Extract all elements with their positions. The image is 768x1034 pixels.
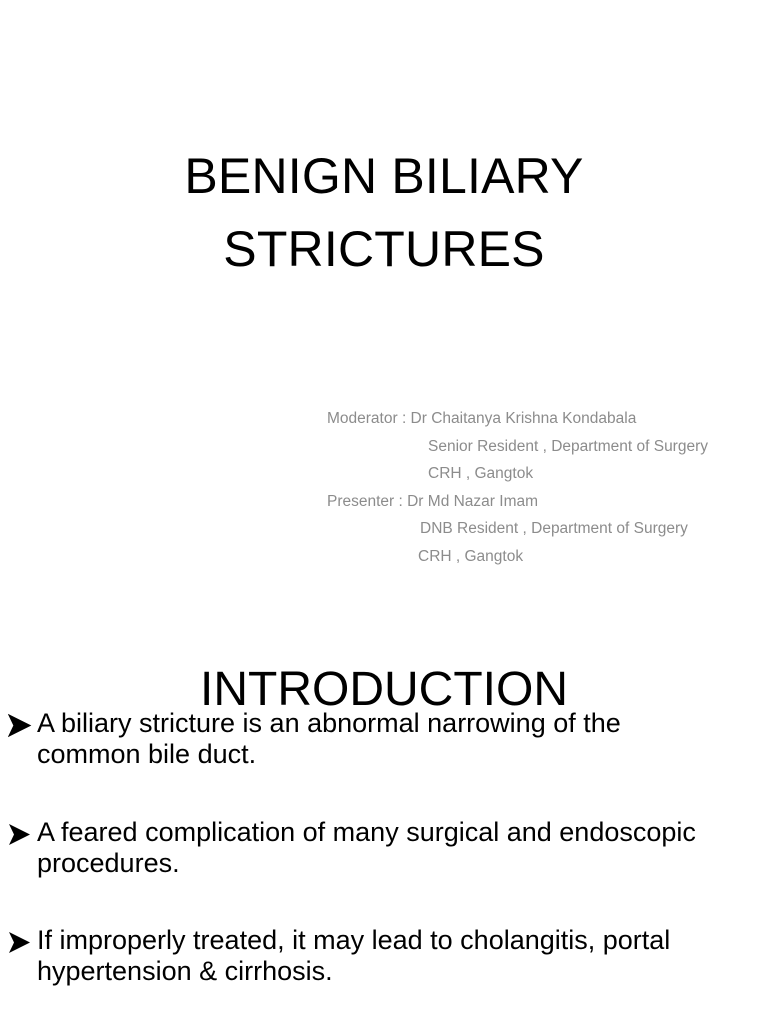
title-line-1: BENIGN BILIARY: [184, 147, 584, 204]
presenter-line: Presenter : Dr Md Nazar Imam: [327, 492, 539, 510]
introduction-slide: [0, 590, 768, 1024]
slide-title: INTRODUCTION: [200, 662, 568, 716]
moderator-line: Moderator : Dr Chaitanya Krishna Kondabala: [327, 410, 637, 427]
presenter-role: DNB Resident , Department of Surgery: [420, 520, 688, 538]
bullet-text-line-2: hypertension & cirrhosis.: [37, 956, 333, 986]
credits-block: [327, 405, 757, 571]
arrow-bullet-icon: [8, 817, 34, 848]
moderator-place: CRH , Gangtok: [428, 465, 534, 483]
presenter-place: CRH , Gangtok: [418, 547, 524, 565]
bullet-text-line-1: If improperly treated, it may lead to cholangitis, portal: [37, 925, 671, 955]
moderator-role: Senior Resident , Department of Surgery: [428, 437, 708, 455]
list-item: [8, 925, 758, 987]
title-line-2: STRICTURES: [223, 220, 545, 277]
bullet-text-line-1: A biliary stricture is an abnormal narrowing of the: [37, 708, 621, 738]
arrow-bullet-icon: [8, 925, 34, 956]
bullet-list: [8, 708, 758, 1034]
arrow-bullet-icon: [8, 708, 34, 739]
bullet-text-line-2: common bile duct.: [37, 739, 257, 769]
bullet-text-line-2: procedures.: [37, 848, 180, 878]
list-item: [8, 817, 758, 879]
list-item: [8, 708, 758, 770]
presentation-title: [0, 140, 768, 286]
bullet-text-line-1: A feared complication of many surgical and endoscopic: [37, 817, 696, 847]
